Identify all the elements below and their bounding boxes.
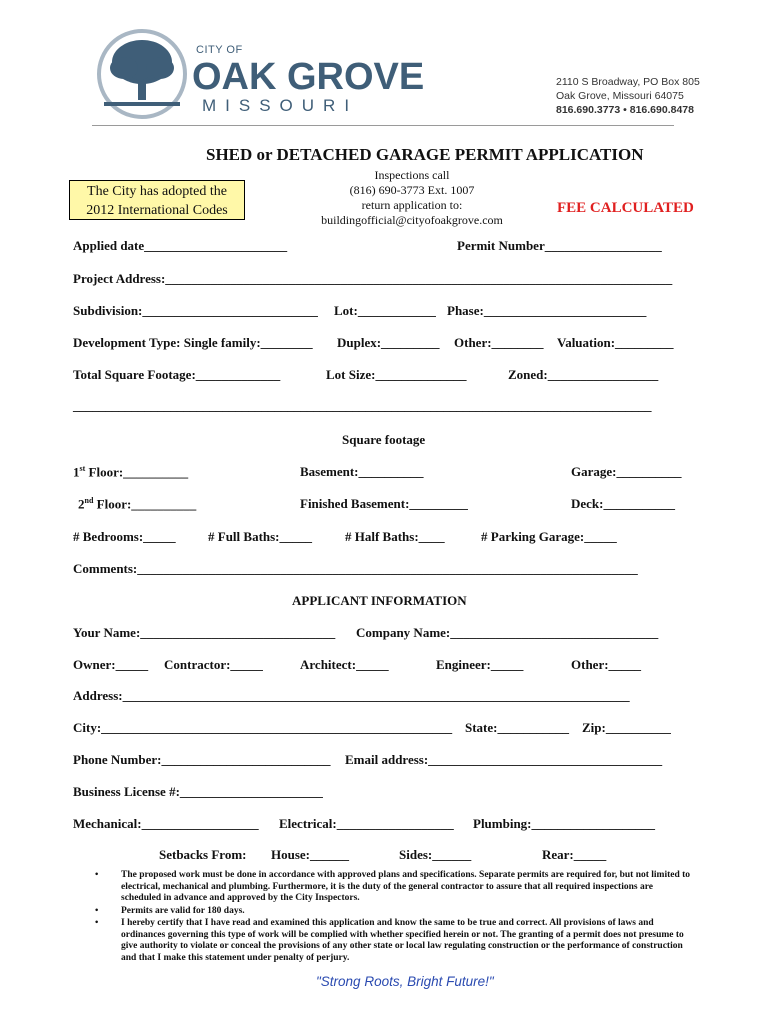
address-street: 2110 S Broadway, PO Box 805: [556, 76, 700, 88]
email-address-field[interactable]: Email address:____________________________________: [345, 752, 663, 767]
list-item: [95, 906, 693, 918]
return-email[interactable]: buildingofficial@cityofoakgrove.com: [321, 213, 503, 227]
basement-field[interactable]: Basement:__________: [300, 464, 424, 479]
duplex-field[interactable]: Duplex:_________: [337, 335, 440, 350]
term-text: Permits are valid for 180 days.: [121, 905, 245, 916]
second-floor-number: 2: [78, 496, 85, 512]
lot-size-field[interactable]: Lot Size:______________: [326, 367, 467, 382]
contractor-field[interactable]: Contractor:_____: [164, 657, 263, 672]
first-floor-number: 1: [73, 464, 80, 480]
zoned-field[interactable]: Zoned:_________________: [508, 367, 659, 382]
finished-basement-field[interactable]: Finished Basement:_________: [300, 496, 468, 511]
company-name-field[interactable]: Company Name:________________________________: [356, 625, 659, 640]
list-item: [95, 918, 693, 964]
code-note-line1: The City has adopted the: [87, 184, 227, 199]
second-floor-suffix: nd: [84, 496, 94, 505]
your-name-field[interactable]: Your Name:______________________________: [73, 625, 336, 640]
full-baths-field[interactable]: # Full Baths:_____: [208, 529, 313, 544]
address-city: Oak Grove, Missouri 64075: [556, 90, 684, 102]
setbacks-label: Setbacks From:: [159, 847, 247, 862]
second-floor-label: Floor:__________: [93, 496, 197, 512]
oak-tree-icon: [92, 28, 190, 120]
city-logo: [92, 28, 425, 120]
bullet-icon: •: [95, 918, 99, 928]
term-text: The proposed work must be done in accordance with approved plans and specifications. Separate permits are required for, but not limited to electrical, mechanical and plumbing. Furthermore, it is the duty of the general contractor to assure that all required inspections are scheduled in advance and approved by the City Inspectors.: [121, 870, 691, 903]
terms-list: [95, 870, 693, 965]
bullet-icon: •: [95, 870, 99, 880]
lot-field[interactable]: Lot:____________: [334, 303, 436, 318]
inspections-phone: (816) 690-3773 Ext. 1007: [349, 183, 475, 197]
zip-field[interactable]: Zip:__________: [582, 720, 671, 735]
city-field[interactable]: City:______________________________________________________: [73, 720, 453, 735]
fee-calculated-label: FEE CALCULATED: [557, 200, 694, 216]
electrical-field[interactable]: Electrical:__________________: [279, 816, 454, 831]
total-square-footage-field[interactable]: Total Square Footage:_____________: [73, 367, 281, 382]
applied-date-field[interactable]: Applied date______________________: [73, 238, 288, 253]
house-setback-field[interactable]: House:______: [271, 847, 349, 862]
engineer-field[interactable]: Engineer:_____: [436, 657, 524, 672]
state-field[interactable]: State:___________: [465, 720, 569, 735]
logo-state: MISSOURI: [202, 96, 359, 115]
code-note-line2: 2012 International Codes: [86, 203, 228, 218]
owner-field[interactable]: Owner:_____: [73, 657, 149, 672]
first-floor-label: Floor:__________: [85, 464, 189, 480]
subdivision-field[interactable]: Subdivision:___________________________: [73, 303, 318, 318]
inspections-label: Inspections call: [374, 168, 450, 182]
deck-field[interactable]: Deck:___________: [571, 496, 675, 511]
garage-field[interactable]: Garage:__________: [571, 464, 682, 479]
comments-field[interactable]: Comments:_____________________________________________________________________________: [73, 561, 638, 576]
square-footage-heading: Square footage: [342, 432, 426, 447]
city-slogan: "Strong Roots, Bright Future!": [316, 974, 494, 989]
rear-setback-field[interactable]: Rear:_____: [542, 847, 607, 862]
inspections-info: [312, 168, 512, 228]
bullet-icon: •: [95, 905, 99, 916]
project-address-field[interactable]: Project Address:______________________________________________________________________________: [73, 271, 673, 286]
term-text: I hereby certify that I have read and examined this application and know the same to be true and correct. All provisions of laws and ordinances governing this type of work will be complied with whether specified herein or not. The granting of a permit does not presume to give authority to violate or conceal the provisions of any other state or local law regulating construction or the performance of construction and that I make this statement under penalty of perjury.: [121, 918, 684, 963]
parking-garage-field[interactable]: # Parking Garage:_____: [481, 529, 617, 544]
permit-number-field[interactable]: Permit Number__________________: [457, 238, 662, 253]
code-adoption-note: [69, 180, 245, 220]
return-label: return application to:: [361, 198, 463, 212]
development-type-field[interactable]: Development Type: Single family:________: [73, 335, 313, 350]
plumbing-field[interactable]: Plumbing:___________________: [473, 816, 656, 831]
business-license-field[interactable]: Business License #:______________________: [73, 784, 323, 799]
other-role-field[interactable]: Other:_____: [571, 657, 642, 672]
phase-field[interactable]: Phase:_________________________: [447, 303, 647, 318]
valuation-field[interactable]: Valuation:_________: [557, 335, 674, 350]
phone-number-field[interactable]: Phone Number:__________________________: [73, 752, 331, 767]
city-address: [556, 75, 700, 117]
half-baths-field[interactable]: # Half Baths:____: [345, 529, 445, 544]
header-divider: [92, 125, 674, 126]
address-phones: 816.690.3773 • 816.690.8478: [556, 104, 694, 116]
second-floor-field[interactable]: [78, 496, 196, 512]
address-field[interactable]: Address:______________________________________________________________________________: [73, 688, 630, 703]
first-floor-field[interactable]: [73, 464, 188, 480]
architect-field[interactable]: Architect:_____: [300, 657, 389, 672]
mechanical-field[interactable]: Mechanical:__________________: [73, 816, 259, 831]
list-item: [95, 870, 693, 905]
first-floor-suffix: st: [79, 464, 86, 473]
logo-city-of: CITY OF: [196, 44, 243, 56]
bedrooms-field[interactable]: # Bedrooms:_____: [73, 529, 176, 544]
sides-setback-field[interactable]: Sides:______: [399, 847, 472, 862]
page-title: SHED or DETACHED GARAGE PERMIT APPLICATION: [206, 145, 644, 164]
logo-city-name: OAK GROVE: [192, 56, 425, 98]
section-divider: _________________________________________________________________________________________: [73, 398, 652, 413]
other-type-field[interactable]: Other:________: [454, 335, 544, 350]
applicant-info-heading: APPLICANT INFORMATION: [292, 593, 467, 608]
